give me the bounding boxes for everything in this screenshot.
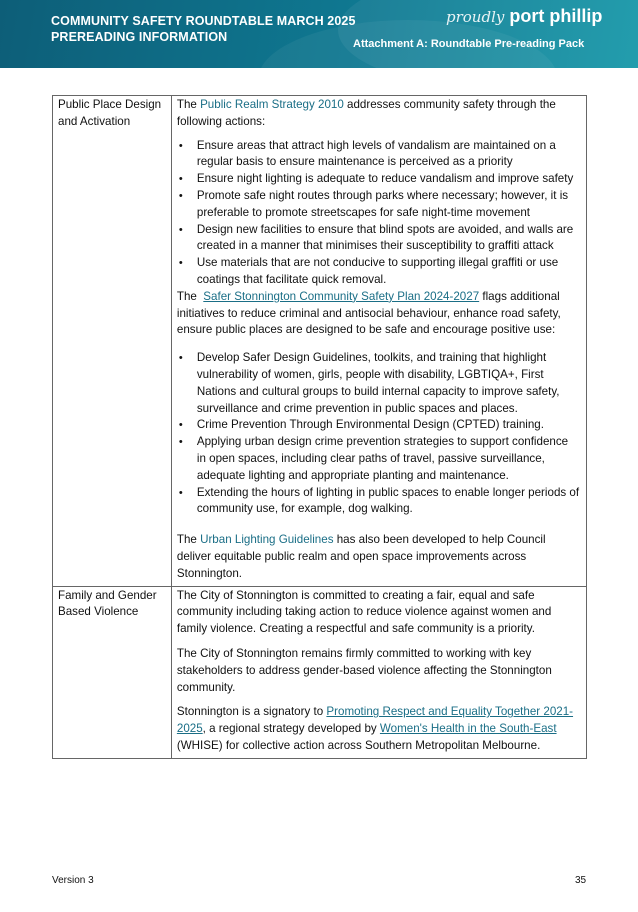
womens-health-link[interactable]: Women's Health in the South-East: [379, 722, 557, 736]
stakeholders-paragraph: The City of Stonnington remains firmly committed to working with key stakeholders to address gender-based violence affecting the Stonnington community.: [176, 646, 552, 694]
logo-script-text: proudly: [446, 8, 505, 26]
list-item: • Applying urban design crime prevention strategies to support confidence in open spaces, including clear paths of travel, passive surveillance, adequate lighting and appropriate planting and maintenance.: [197, 434, 580, 484]
title-line-1: COMMUNITY SAFETY ROUNDTABLE MARCH 2025: [51, 14, 356, 28]
row-content: [171, 586, 586, 758]
public-realm-strategy-link[interactable]: Public Realm Strategy 2010: [200, 98, 344, 111]
logo-brand-text: port phillip: [509, 6, 603, 26]
list-item: • Use materials that are not conducive to supporting illegal graffiti or use coatings that facilitate quick removal.: [197, 255, 580, 289]
initiatives-list: [177, 350, 580, 518]
list-item: • Promote safe night routes through parks where necessary; however, it is preferable to promote streetscapes for safe night-time movement: [197, 188, 580, 222]
list-item: • Crime Prevention Through Environmental Design (CPTED) training.: [197, 417, 580, 434]
urban-lighting-guidelines-link[interactable]: Urban Lighting Guidelines: [200, 533, 334, 547]
attachment-label: Attachment A: Roundtable Pre-reading Pack: [353, 38, 585, 50]
page-number: 35: [575, 875, 587, 886]
list-item: • Develop Safer Design Guidelines, toolkits, and training that highlight vulnerability of women, girls, people with disability, LGBTIQA+, First Nations and cultural groups to build internal capacity to improve safety, surveillance and crime prevention in public spaces and places.: [197, 350, 580, 417]
row-content: [171, 96, 586, 587]
signatory-paragraph: Stonnington is a signatory to Promoting Respect and Equality Together 2021-2025, a regional strategy developed by Women's Health in the South-East (WHISE) for collective action across Southern Metropolitan Melbourne.: [176, 705, 574, 752]
title-line-2: PREREADING INFORMATION: [51, 30, 228, 44]
intro-paragraph: The Public Realm Strategy 2010 addresses community safety through the following actions:: [176, 98, 556, 128]
list-item: • Extending the hours of lighting in public spaces to enable longer periods of community use, for example, dog walking.: [197, 485, 580, 519]
urban-lighting-paragraph: The Urban Lighting Guidelines has also been developed to help Council deliver equitable public realm and open space improvements across Stonnington.: [176, 533, 546, 580]
content-table: [52, 95, 587, 759]
document-title: [51, 13, 356, 45]
row-label: Family and Gender Based Violence: [53, 586, 172, 758]
table-row: [53, 96, 587, 587]
actions-list: [177, 138, 580, 289]
safer-stonnington-plan-link[interactable]: Safer Stonnington Community Safety Plan 2024-2027: [203, 289, 480, 303]
commitment-paragraph: The City of Stonnington is committed to creating a fair, equal and safe community including taking action to reduce violence against women and family violence. Creating a respectful and safe community is a priority.: [176, 588, 552, 636]
table-row: [53, 586, 587, 758]
list-item: • Design new facilities to ensure that blind spots are avoided, and walls are created in a manner that minimises their susceptibility to graffiti attack: [197, 222, 580, 256]
list-item: • Ensure night lighting is adequate to reduce vandalism and improve safety: [197, 171, 580, 188]
row-label: Public Place Design and Activation: [53, 96, 172, 587]
port-phillip-logo: [446, 6, 602, 27]
page-header: [0, 0, 638, 68]
promoting-respect-link[interactable]: Promoting Respect and Equality Together 2021-2025: [176, 705, 574, 736]
list-item: • Ensure areas that attract high levels of vandalism are maintained on a regular basis to ensure maintenance is perceived as a priority: [197, 138, 580, 172]
safer-stonnington-paragraph: The Safer Stonnington Community Safety Plan 2024-2027 flags additional initiatives to reduce criminal and antisocial behaviour, enhance road safety, ensure public places are designed to be safe and encourage positive use:: [176, 289, 561, 337]
version-label: Version 3: [52, 875, 94, 886]
